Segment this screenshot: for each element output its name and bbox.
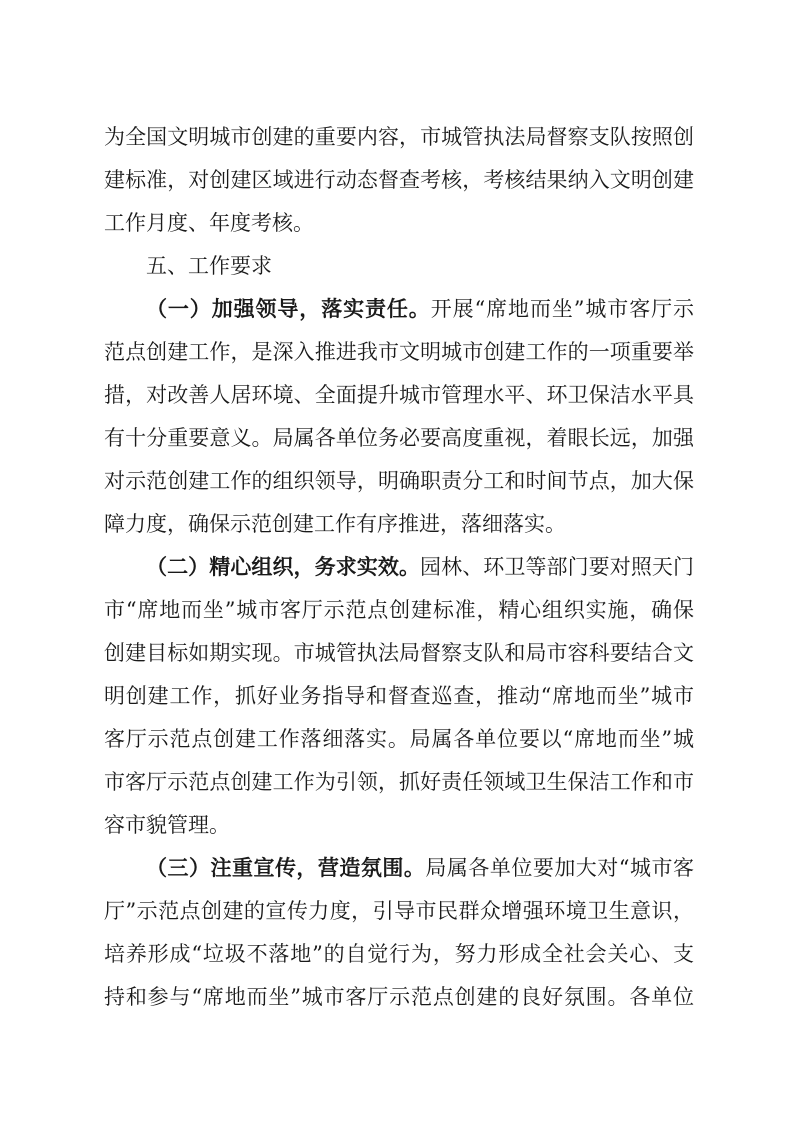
text-line: 明创建工作，抓好业务指导和督查巡查，推动“席地而坐”城市 bbox=[104, 684, 694, 708]
text-line: 建标准，对创建区域进行动态督查考核，考核结果纳入文明创建 bbox=[104, 168, 694, 192]
section-heading: 五、工作要求 bbox=[146, 254, 272, 278]
text-line: 厅”示范点创建的宣传力度，引导市民群众增强环境卫生意识， bbox=[104, 899, 694, 923]
text-line: 范点创建工作，是深入推进我市文明城市创建工作的一项重要举 bbox=[104, 340, 694, 364]
paragraph-item-2 bbox=[104, 546, 694, 847]
text-line: 有十分重要意义。局属各单位务必要高度重视，着眼长远，加强 bbox=[104, 426, 694, 450]
paragraph-text: 园林、环卫等部门要对照天门 bbox=[420, 555, 694, 579]
text-line: 创建目标如期实现。市城管执法局督察支队和局市容科要结合文 bbox=[104, 641, 694, 665]
text-line: 持和参与“席地而坐”城市客厅示范点创建的良好氛围。各单位 bbox=[104, 985, 694, 1009]
paragraph-item-1 bbox=[104, 288, 694, 546]
text-line: 培养形成“垃圾不落地”的自觉行为，努力形成全社会关心、支 bbox=[104, 942, 694, 966]
text-line: 市“席地而坐”城市客厅示范点创建标准，精心组织实施，确保 bbox=[104, 598, 694, 622]
paragraph-first-line bbox=[104, 847, 694, 890]
paragraph-first-line bbox=[104, 546, 694, 589]
paragraph-lead: （一）加强领导，落实责任。 bbox=[146, 297, 431, 321]
document-page bbox=[104, 116, 694, 1019]
paragraph-text: 开展“席地而坐”城市客厅示 bbox=[430, 297, 694, 321]
paragraph-text: 局属各单位要加大对“城市客 bbox=[425, 856, 694, 880]
paragraph-item-3 bbox=[104, 847, 694, 1019]
text-line: 容市貌管理。 bbox=[104, 813, 230, 837]
intro-paragraph bbox=[104, 116, 694, 245]
paragraph-lead: （二）精心组织，务求实效。 bbox=[146, 555, 421, 579]
text-line: 对示范创建工作的组织领导，明确职责分工和时间节点，加大保 bbox=[104, 469, 694, 493]
text-line: 障力度，确保示范创建工作有序推进，落细落实。 bbox=[104, 512, 566, 536]
text-line: 客厅示范点创建工作落细落实。局属各单位要以“席地而坐”城 bbox=[104, 727, 694, 751]
text-line: 措，对改善人居环境、全面提升城市管理水平、环卫保洁水平具 bbox=[104, 383, 694, 407]
text-line: 市客厅示范点创建工作为引领，抓好责任领域卫生保洁工作和市 bbox=[104, 770, 694, 794]
paragraph-first-line bbox=[104, 288, 694, 331]
text-line: 工作月度、年度考核。 bbox=[104, 211, 314, 235]
text-line: 为全国文明城市创建的重要内容，市城管执法局督察支队按照创 bbox=[104, 125, 694, 149]
paragraph-lead: （三）注重宣传，营造氛围。 bbox=[146, 856, 426, 880]
